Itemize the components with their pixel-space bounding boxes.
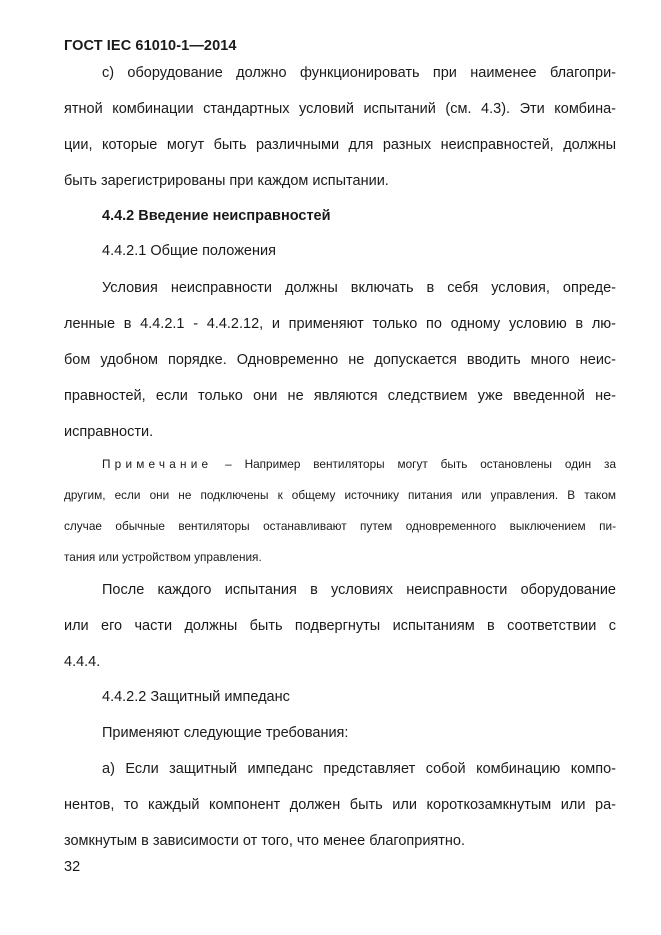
paragraph-conditions <box>64 270 616 450</box>
document-header: ГОСТ IEC 61010-1—2014 <box>64 38 237 54</box>
text-line: правностей, если только они не являются следствием уже введенной не- <box>64 388 616 404</box>
text-line: зомкнутым в зависимости от того, что менее благоприятно. <box>64 833 466 849</box>
text-line: 4.4.4. <box>64 654 101 670</box>
text-line: а) Если защитный импеданс представляет собой комбинацию компо- <box>102 761 616 777</box>
note-dash: – <box>212 457 245 471</box>
note-line: другим, если они не подключены к общему источнику питания или управления. В таком <box>64 488 616 502</box>
text-line: ленные в 4.4.2.1 - 4.4.2.12, и применяют только по одному условию в лю- <box>64 316 616 332</box>
section-title: 4.4.2 Введение неисправностей <box>102 208 331 224</box>
section-heading-4-4-2-2 <box>64 679 616 715</box>
text-line: с) оборудование должно функционировать при наименее благопри- <box>102 65 616 81</box>
text-line: Применяют следующие требования: <box>102 725 349 741</box>
note-first-line <box>64 449 616 480</box>
text-line: Условия неисправности должны включать в себя условия, опреде- <box>102 280 616 296</box>
note-text: Например вентиляторы могут быть остановлены один за <box>244 457 617 471</box>
subsection-title: 4.4.2.2 Защитный импеданс <box>102 689 290 705</box>
text-line: или его части должны быть подвергнуты испытаниям в соответствии с <box>64 618 616 634</box>
page-number: 32 <box>64 859 81 875</box>
note-line: тания или устройством управления. <box>64 550 262 564</box>
paragraph-c <box>64 55 616 199</box>
section-heading-4-4-2-1 <box>64 233 616 269</box>
text-line: быть зарегистрированы при каждом испытании. <box>64 173 389 189</box>
note-line: случае обычные вентиляторы останавливают путем одновременного выключением пи- <box>64 519 616 533</box>
subsection-title: 4.4.2.1 Общие положения <box>102 243 276 259</box>
note-label: Примечание <box>102 457 213 471</box>
text-line: После каждого испытания в условиях неисправности оборудование <box>102 582 616 598</box>
text-line: ции, которые могут быть различными для разных неисправностей, должны <box>64 137 616 153</box>
paragraph-a <box>64 751 616 859</box>
text-line: нентов, то каждый компонент должен быть или короткозамкнутым или ра- <box>64 797 616 813</box>
text-line: бом удобном порядке. Одновременно не допускается вводить много неис- <box>64 352 616 368</box>
paragraph-apply <box>64 715 616 751</box>
text-line: исправности. <box>64 424 154 440</box>
note-block <box>64 449 616 573</box>
paragraph-after-test <box>64 572 616 680</box>
text-line: ятной комбинации стандартных условий испытаний (см. 4.3). Эти комбина- <box>64 101 616 117</box>
section-heading-4-4-2 <box>64 198 616 234</box>
